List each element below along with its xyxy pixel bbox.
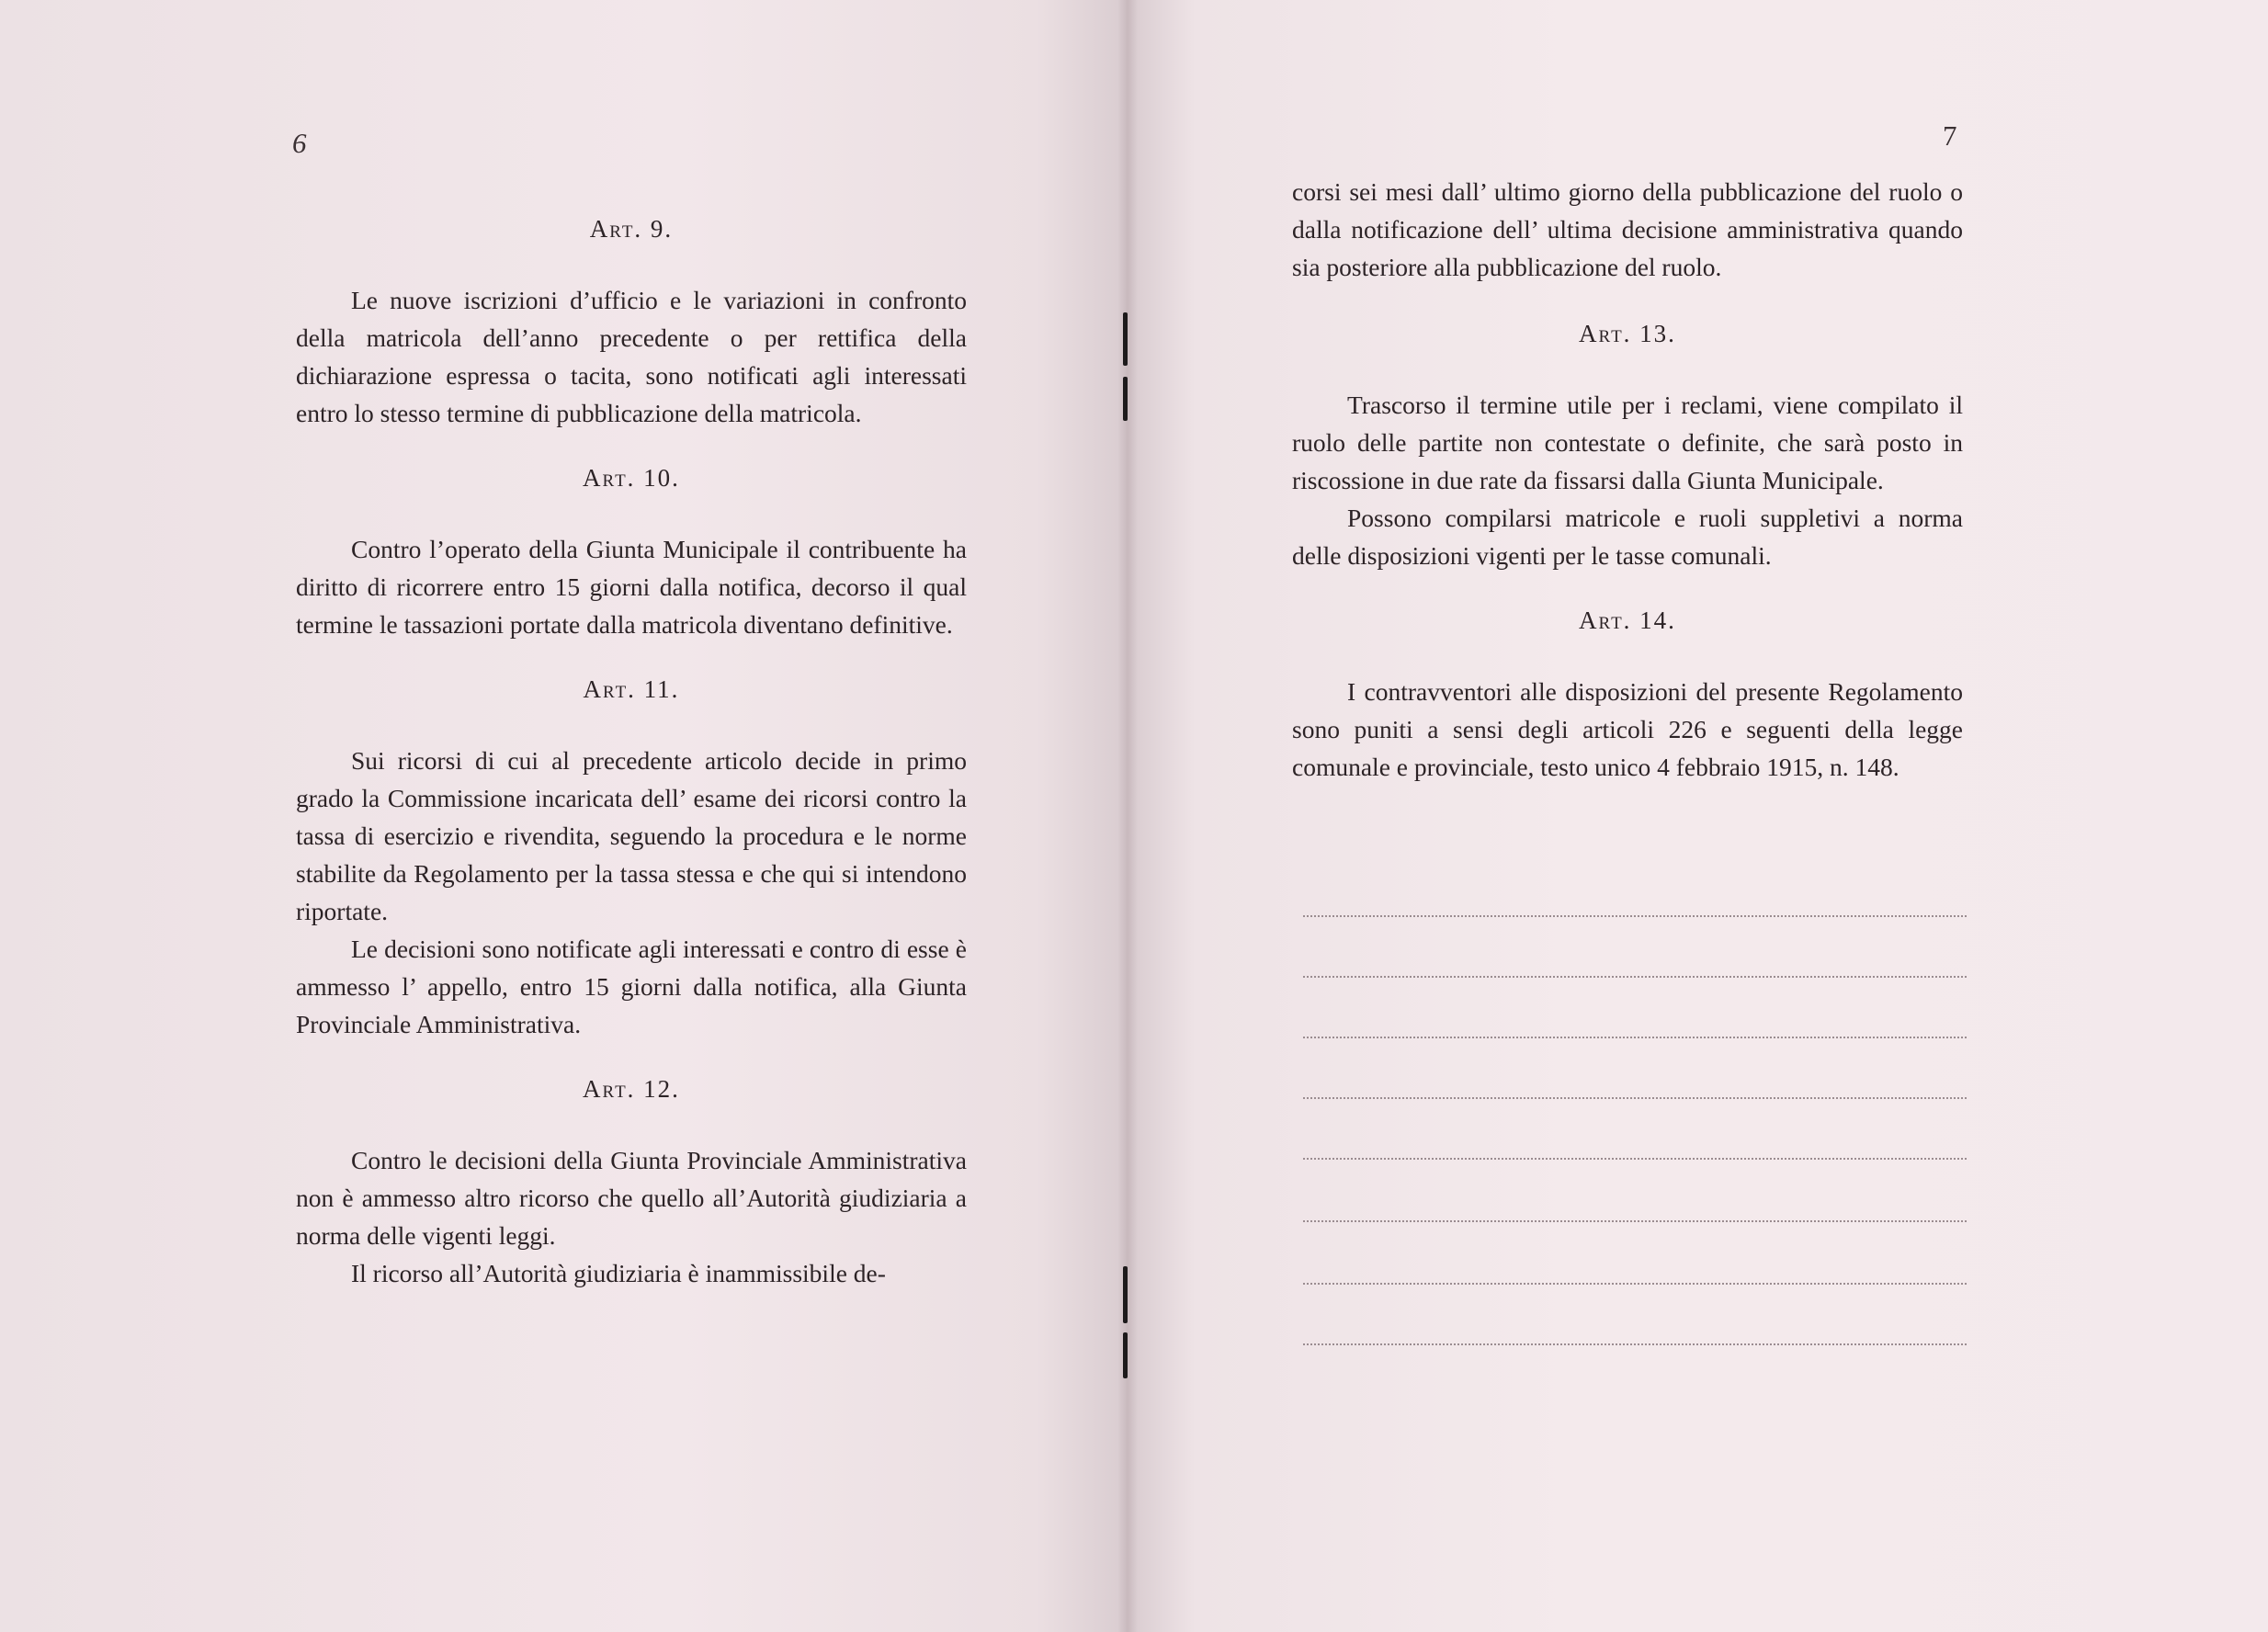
article-paragraph: Sui ricorsi di cui al precedente articolo decide in primo grado la Commissione incaricata dell’ esame dei ricorsi contro la tassa di esercizio e rivendita, seguendo la procedura e le norme stabilite da Regolamento per la tassa stessa e che qui si intendono riportate. [296, 746, 967, 925]
right-text-column [1292, 173, 1963, 786]
article-paragraph: Contro le decisioni della Giunta Provinciale Amministrativa non è ammesso altro ricorso che quello all’Autorità giudiziaria a norma delle vigenti leggi. [296, 1146, 967, 1250]
page-number-left: 6 [292, 127, 307, 159]
staple-mark [1123, 1266, 1128, 1323]
dotted-fill-line [1303, 1097, 1967, 1099]
dotted-fill-line [1303, 1158, 1967, 1160]
dotted-fill-line [1303, 915, 1967, 917]
article-paragraph: Le decisioni sono notificate agli interessati e contro di esse è ammesso l’ appello, entro 15 giorni dalla notifica, alla Giunta Provinciale Amministrativa. [296, 935, 967, 1038]
dotted-fill-line [1303, 1283, 1967, 1285]
article-paragraph: Le nuove iscrizioni d’ufficio e le variazioni in confronto della matricola dell’anno precedente o per rettifica della dichiarazione espressa o tacita, sono notificati agli interessati entro lo stesso termine di pubblicazione della matricola. [296, 286, 967, 427]
dotted-fill-line [1303, 976, 1967, 978]
article-paragraph: Il ricorso all’Autorità giudiziaria è inammissibile de- [351, 1259, 886, 1287]
continuation-paragraph: corsi sei mesi dall’ ultimo giorno della pubblicazione del ruolo o dalla notificazione dell’ ultima decisione amministrativa quando sia posteriore alla pubblicazione del ruolo. [1292, 177, 1963, 281]
right-page [1127, 0, 2268, 1632]
article-heading: Art. 9. [589, 215, 674, 243]
article-paragraph: Contro l’operato della Giunta Municipale il contribuente ha diritto di ricorrere entro 15 giorni dalla notifica, decorso il qual termine le tassazioni portate dalla matricola diventano definitive. [296, 535, 967, 639]
article-heading: Art. 13. [1579, 320, 1676, 347]
article-paragraph: I contravventori alle disposizioni del presente Regolamento sono puniti a sensi degli articoli 226 e seguenti della legge comunale e provinciale, testo unico 4 febbraio 1915, n. 148. [1292, 677, 1963, 781]
article-paragraph: Possono compilarsi matricole e ruoli suppletivi a norma delle disposizioni vigenti per le tasse comunali. [1292, 504, 1963, 570]
dotted-fill-line [1303, 1037, 1967, 1038]
page-number-right: 7 [1943, 119, 1957, 152]
staple-mark [1123, 377, 1128, 421]
dotted-fill-line [1303, 1343, 1967, 1345]
dotted-fill-line [1303, 1220, 1967, 1222]
article-heading: Art. 10. [583, 464, 680, 492]
left-text-column [296, 210, 967, 1292]
left-page [0, 0, 1127, 1632]
staple-mark [1123, 1332, 1128, 1378]
article-heading: Art. 11. [583, 675, 680, 703]
staple-mark [1123, 312, 1128, 366]
book-gutter [1117, 0, 1138, 1632]
article-paragraph: Trascorso il termine utile per i reclami, viene compilato il ruolo delle partite non contestate o definite, che sarà posto in riscossione in due rate da fissarsi dalla Giunta Municipale. [1292, 391, 1963, 494]
article-heading: Art. 14. [1579, 606, 1676, 634]
article-heading: Art. 12. [583, 1075, 680, 1103]
